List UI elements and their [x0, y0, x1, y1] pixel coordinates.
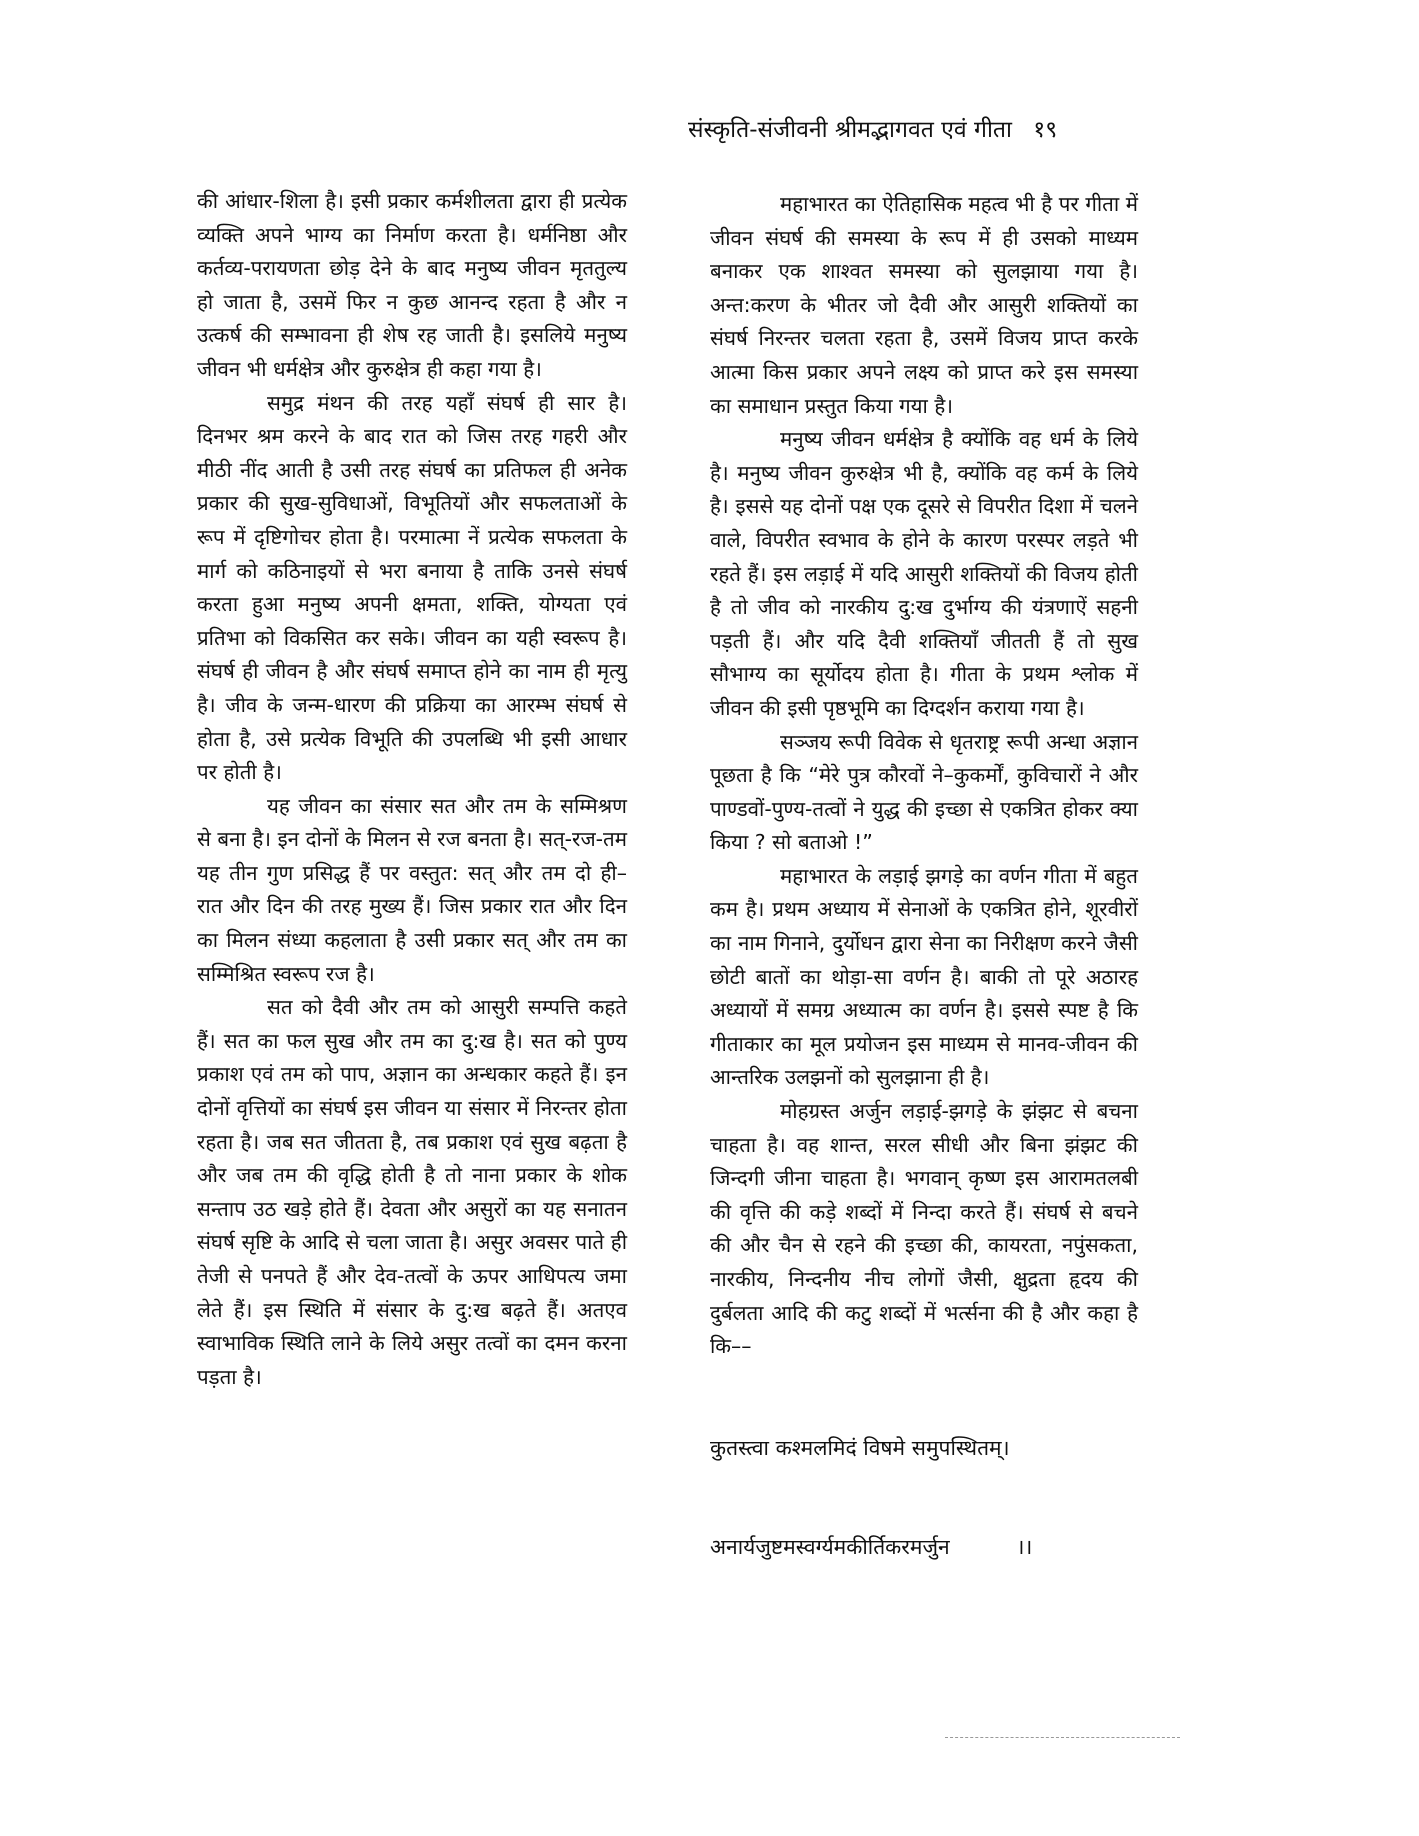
paragraph: मनुष्य जीवन धर्मक्षेत्र है क्योंकि वह धर्म के लिये है। मनुष्य जीवन कुरुक्षेत्र भी है, क्योंकि वह कर्म के लिये है। इससे यह दोनों पक्ष एक दूसरे से विपरीत दिशा में चलने वाले, विपरीत स्वभाव के होने के कारण परस्पर लड़ते भी रहते हैं। इस लड़ाई में यदि आसुरी शक्तियों की विजय होती है तो जीव को नारकीय दु:ख दुर्भाग्य की यंत्रणाऐं सहनी पड़ती हैं। और यदि दैवी शक्तियाँ जीतती हैं तो सुख सौभाग्य का सूर्योदय होता है। गीता के प्रथम श्लोक में जीवन की इसी पृष्ठभूमि का दिग्दर्शन कराया गया है।: [710, 427, 1138, 720]
paragraph: की आंधार-शिला है। इसी प्रकार कर्मशीलता द्वारा ही प्रत्येक व्यक्ति अपने भाग्य का निर्माण करता है। धर्मनिष्ठा और कर्तव्य-परायणता छोड़ देने के बाद मनुष्य जीवन मृततुल्य हो जाता है, उसमें फिर न कुछ आनन्द रहता है और न उत्कर्ष की सम्भावना ही शेष रह जाती है। इसलिये मनुष्य जीवन भी धर्मक्षेत्र और कुरुक्षेत्र ही कहा गया है।: [197, 189, 627, 381]
verse-line-2: अनार्यजुष्टमस्वर्ग्यमकीर्तिकरमर्जुन ।।: [710, 1534, 1033, 1559]
paragraph: सञ्जय रूपी विवेक से धृतराष्ट्र रूपी अन्धा अज्ञान पूछता है कि “मेरे पुत्र कौरवों ने–कुकर्मों, कुविचारों ने और पाण्डवों-पुण्य-तत्वों ने युद्ध की इच्छा से एकत्रित होकर क्या किया ? सो बताओ !”: [710, 729, 1138, 855]
paragraph: सत को दैवी और तम को आसुरी सम्पत्ति कहते हैं। सत का फल सुख और तम का दु:ख है। सत को पुण्य प्रकाश एवं तम को पाप, अज्ञान का अन्धकार कहते हैं। इन दोनों वृत्तियों का संघर्ष इस जीवन या संसार में निरन्तर होता रहता है। जब सत जीतता है, तब प्रकाश एवं सुख बढ़ता है और जब तम की वृद्धि होती है तो नाना प्रकार के शोक सन्ताप उठ खड़े होते हैं। देवता और असुरों का यह सनातन संघर्ष सृष्टि के आदि से चला जाता है। असुर अवसर पाते ही तेजी से पनपते हैं और देव-तत्वों के ऊपर आधिपत्य जमा लेते हैं। इस स्थिति में संसार के दु:ख बढ़ते हैं। अतएव स्वाभाविक स्थिति लाने के लिये असुर तत्वों का दमन करना पड़ता है।: [197, 995, 627, 1389]
left-column: [197, 185, 627, 1394]
paragraph: महाभारत के लड़ाई झगड़े का वर्णन गीता में बहुत कम है। प्रथम अध्याय में सेनाओं के एकत्रित होने, शूरवीरों का नाम गिनाने, दुर्योधन द्वारा सेना का निरीक्षण करने जैसी छोटी बातों का थोड़ा-सा वर्णन है। बाकी तो पूरे अठारह अध्यायों में समग्र अध्यात्म का वर्णन है। इससे स्पष्ट है कि गीताकार का मूल प्रयोजन इस माध्यम से मानव-जीवन की आन्तरिक उलझनों को सुलझाना ही है।: [710, 863, 1138, 1090]
running-header: [688, 112, 1057, 144]
paragraph: महाभारत का ऐतिहासिक महत्व भी है पर गीता में जीवन संघर्ष की समस्या के रूप में ही उसको माध्यम बनाकर एक शाश्वत समस्या को सुलझाया गया है। अन्त:करण के भीतर जो दैवी और आसुरी शक्तियों का संघर्ष निरन्तर चलता रहता है, उसमें विजय प्राप्त करके आत्मा किस प्रकार अपने लक्ष्य को प्राप्त करे इस समस्या का समाधान प्रस्तुत किया गया है।: [710, 192, 1138, 418]
paragraph: समुद्र मंथन की तरह यहाँ संघर्ष ही सार है। दिनभर श्रम करने के बाद रात को जिस तरह गहरी और मीठी नींद आती है उसी तरह संघर्ष का प्रतिफल ही अनेक प्रकार की सुख-सुविधाओं, विभूतियों और सफलताओं के रूप में दृष्टिगोचर होता है। परमात्मा नें प्रत्येक सफलता के मार्ग को कठिनाइयों से भरा बनाया है ताकि उनसे संघर्ष करता हुआ मनुष्य अपनी क्षमता, शक्ति, योग्यता एवं प्रतिभा को विकसित कर सके। जीवन का यही स्वरूप है। संघर्ष ही जीवन है और संघर्ष समाप्त होने का नाम ही मृत्यु है। जीव के जन्म-धारण की प्रक्रिया का आरम्भ संघर्ष से होता है, उसे प्रत्येक विभूति की उपलब्धि भी इसी आधार पर होती है।: [197, 390, 627, 785]
footer-rule: [945, 1737, 1180, 1738]
sanskrit-verse: [710, 1366, 1138, 1630]
page-number: १९: [1033, 117, 1058, 143]
paragraph: यह जीवन का संसार सत और तम के सम्मिश्रण से बना है। इन दोनों के मिलन से रज बनता है। सत्-रज-तम यह तीन गुण प्रसिद्ध हैं पर वस्तुत: सत् और तम दो ही– रात और दिन की तरह मुख्य हैं। जिस प्रकार रात और दिन का मिलन संध्या कहलाता है उसी प्रकार सत् और तम का सम्मिश्रित स्वरूप रज है।: [197, 793, 627, 986]
running-title: संस्कृति-संजीवनी श्रीमद्भागवत एवं गीता: [688, 117, 1012, 143]
verse-line-1: कुतस्त्वा कश्मलमिदं विषमे समुपस्थितम्।: [710, 1435, 1010, 1460]
right-column: [710, 188, 1138, 1630]
paragraph: मोहग्रस्त अर्जुन लड़ाई-झगड़े के झंझट से बचना चाहता है। वह शान्त, सरल सीधी और बिना झंझट की जिन्दगी जीना चाहता है। भगवान् कृष्ण इस आरामतलबी की वृत्ति की कड़े शब्दों में निन्दा करते हैं। संघर्ष से बचने की और चैन से रहने की इच्छा की, कायरता, नपुंसकता, नारकीय, निन्दनीय नीच लोगों जैसी, क्षुद्रता हृदय की दुर्बलता आदि की कटु शब्दों में भर्त्सना की है और कहा है कि––: [710, 1099, 1138, 1359]
